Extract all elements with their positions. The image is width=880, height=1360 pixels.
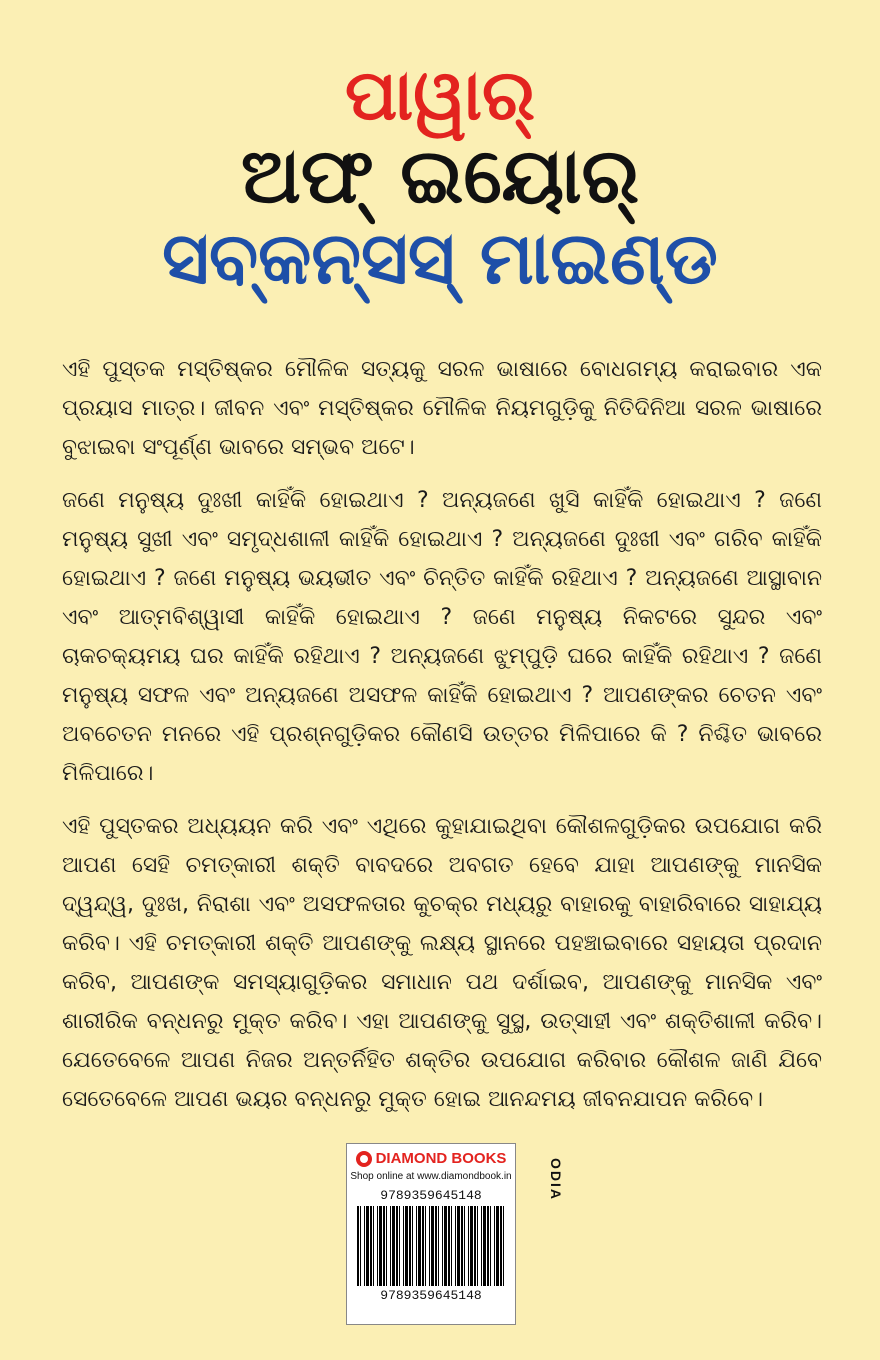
title-line-3: ସବ୍‌କନ୍‌ସସ୍ ମାଇଣ୍ଡ: [162, 216, 718, 300]
diamond-logo-icon: [356, 1151, 372, 1167]
language-label: ODIA: [548, 1158, 564, 1201]
paragraph-3: ଏହି ପୁସ୍ତକର ଅଧ୍ୟୟନ କରି ଏବଂ ଏଥିରେ କୁହାଯାଇଥିବା କୌଶଳଗୁଡ଼ିକର ଉପଯୋଗ କରି ଆପଣ ସେହି ଚମତ୍କାରୀ ଶକ୍ତି ବାବଦରେ ଅବଗତ ହେବେ ଯାହା ଆପଣଙ୍କୁ ମାନସିକ ଦ୍ୱନ୍ଦ୍ୱ, ଦୁଃଖ, ନିରାଶା ଏବଂ ଅସଫଳତାର କୁଚକ୍ର ମଧ୍ୟରୁ ବାହାରକୁ ବାହାରିବାରେ ସାହାଯ୍ୟ କରିବ। ଏହି ଚମତ୍କାରୀ ଶକ୍ତି ଆପଣଙ୍କୁ ଲକ୍ଷ୍ୟ ସ୍ଥାନରେ ପହଞ୍ଚାଇବାରେ ସହାୟତା ପ୍ରଦାନ କରିବ, ଆପଣଙ୍କ ସମସ୍ୟାଗୁଡ଼ିକର ସମାଧାନ ପଥ ଦର୍ଶାଇବ, ଆପଣଙ୍କୁ ମାନସିକ ଏବଂ ଶାରୀରିକ ବନ୍ଧନରୁ ମୁକ୍ତ କରିବ। ଏହା ଆପଣଙ୍କୁ ସୁସ୍ଥ, ଉତ୍ସାହୀ ଏବଂ ଶକ୍ତିଶାଳୀ କରିବ। ଯେତେବେଳେ ଆପଣ ନିଜର ଅନ୍ତର୍ନିହିତ ଶକ୍ତିର ଉପଯୋଗ କରିବାର କୌଶଳ ଜାଣି ଯିବେ ସେତେବେଳେ ଆପଣ ଭୟର ବନ୍ଧନରୁ ମୁକ୍ତ ହୋଇ ଆନନ୍ଦମୟ ଜୀବନଯାପନ କରିବେ।: [62, 814, 822, 1112]
paragraph-2: ଜଣେ ମନୁଷ୍ୟ ଦୁଃଖୀ କାହିଁକି ହୋଇଥାଏ ? ଅନ୍ୟଜଣେ ଖୁସି କାହିଁକି ହୋଇଥାଏ ? ଜଣେ ମନୁଷ୍ୟ ସୁଖୀ ଏବଂ ସମୃଦ୍ଧଶାଳୀ କାହିଁକି ହୋଇଥାଏ ? ଅନ୍ୟଜଣେ ଦୁଃଖୀ ଏବଂ ଗରିବ କାହିଁକି ହୋଇଥାଏ ? ଜଣେ ମନୁଷ୍ୟ ଭୟଭୀତ ଏବଂ ଚିନ୍ତିତ କାହିଁକି ରହିଥାଏ ? ଅନ୍ୟଜଣେ ଆସ୍ଥାବାନ ଏବଂ ଆତ୍ମବିଶ୍ୱାସୀ କାହିଁକି ହୋଇଥାଏ ? ଜଣେ ମନୁଷ୍ୟ ନିକଟରେ ସୁନ୍ଦର ଏବଂ ଚାକଚକ୍ୟମୟ ଘର କାହିଁକି ରହିଥାଏ ? ଅନ୍ୟଜଣେ ଝୁମ୍ପୁଡ଼ି ଘରେ କାହିଁକି ରହିଥାଏ ? ଜଣେ ମନୁଷ୍ୟ ସଫଳ ଏବଂ ଅନ୍ୟଜଣେ ଅସଫଳ କାହିଁକି ହୋଇଥାଏ ? ଆପଣଙ୍କର ଚେତନ ଏବଂ ଅବଚେତନ ମନରେ ଏହି ପ୍ରଶ୍ନଗୁଡ଼ିକର କୌଣସି ଉତ୍ତର ମିଳିପାରେ କି ? ନିଶ୍ଚିତ ଭାବରେ ମିଳିପାରେ।: [62, 488, 822, 786]
title-line-1: ପାୱାର୍: [344, 54, 536, 136]
description-text: [62, 350, 822, 1133]
paragraph-1: ଏହି ପୁସ୍ତକ ମସ୍ତିଷ୍କର ମୌଳିକ ସତ୍ୟକୁ ସରଳ ଭାଷାରେ ବୋଧଗମ୍ୟ କରାଇବାର ଏକ ପ୍ରୟାସ ମାତ୍ର। ଜୀବନ ଏବଂ ମସ୍ତିଷ୍କର ମୌଳିକ ନିୟମଗୁଡ଼ିକୁ ନିତିଦିନିଆ ସରଳ ଭାଷାରେ ବୁଝାଇବା ସଂପୂର୍ଣ୍ଣ ଭାବରେ ସମ୍ଭବ ଅଟେ।: [62, 357, 822, 460]
title-line-2: ଅଫ୍ ଇୟୋର୍: [240, 131, 640, 220]
title-block: [0, 54, 880, 300]
publisher-barcode-box: [346, 1143, 516, 1325]
isbn-bottom: 9789359645148: [380, 1288, 482, 1303]
isbn-top: 9789359645148: [380, 1188, 482, 1203]
publisher-logo: [347, 1150, 515, 1167]
shop-online-text: Shop online at www.diamondbook.in: [350, 1171, 512, 1182]
publisher-name: DIAMOND BOOKS: [375, 1150, 507, 1167]
barcode: [357, 1206, 505, 1286]
